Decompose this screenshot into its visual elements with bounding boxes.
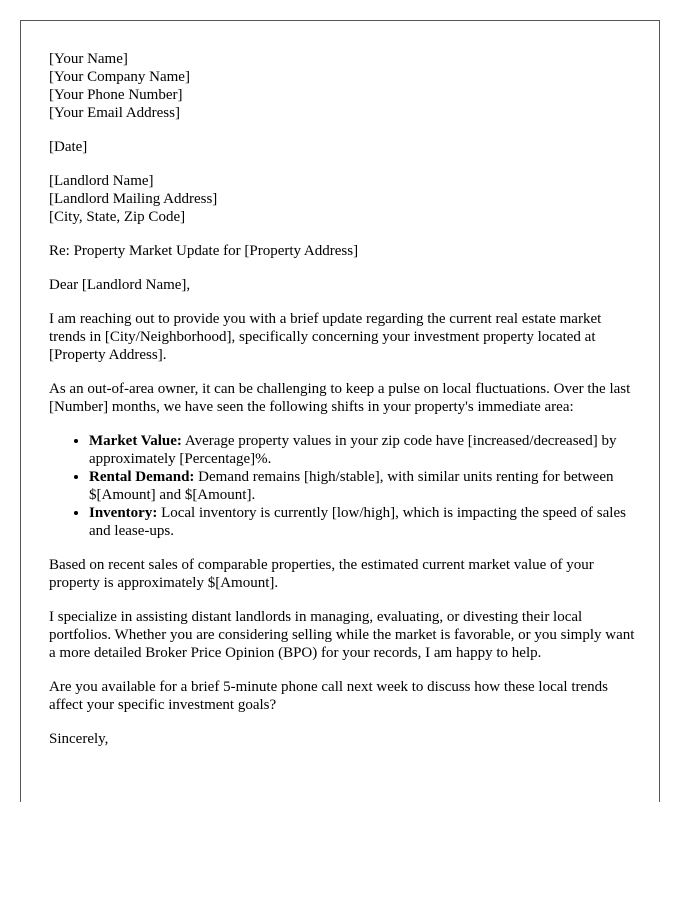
sender-block bbox=[49, 50, 639, 122]
market-shifts-list bbox=[49, 432, 639, 540]
letter-date: [Date] bbox=[49, 139, 88, 155]
services-paragraph: I specialize in assisting distant landlords in managing, evaluating, or divesting their local portfolios. Whether you are considering selling while the market is favorable, or you simply want a more detailed Broker Price Opinion (BPO) for your records, I am happy to help. bbox=[49, 609, 635, 661]
call-to-action-paragraph: Are you available for a brief 5-minute phone call next week to discuss how these local trends affect your specific investment goals? bbox=[49, 679, 608, 713]
subject-line: Re: Property Market Update for [Property Address] bbox=[49, 243, 359, 259]
recipient-name: [Landlord Name] bbox=[49, 173, 154, 189]
valuation-paragraph: Based on recent sales of comparable properties, the estimated current market value of your property is approximately $[Amount]. bbox=[49, 557, 594, 591]
sender-phone: [Your Phone Number] bbox=[49, 87, 183, 103]
list-item bbox=[89, 504, 639, 540]
recipient-block bbox=[49, 172, 639, 226]
bullet-label: Rental Demand: bbox=[89, 469, 195, 485]
letter-body bbox=[49, 50, 639, 764]
intro-paragraph: I am reaching out to provide you with a brief update regarding the current real estate market trends in [City/Neighborhood], specifically concerning your investment property located at [Property Address]. bbox=[49, 311, 602, 363]
bullet-label: Market Value: bbox=[89, 433, 182, 449]
sender-email: [Your Email Address] bbox=[49, 105, 180, 121]
bullet-text: Local inventory is currently [low/high], which is impacting the speed of sales and lease-ups. bbox=[89, 505, 626, 539]
recipient-address: [Landlord Mailing Address] bbox=[49, 191, 218, 207]
sender-company: [Your Company Name] bbox=[49, 69, 190, 85]
sender-name: [Your Name] bbox=[49, 51, 128, 67]
list-item bbox=[89, 468, 639, 504]
bullet-label: Inventory: bbox=[89, 505, 158, 521]
bullet-text: Demand remains [high/stable], with similar units renting for between $[Amount] and $[Amount]. bbox=[89, 469, 614, 503]
list-item bbox=[89, 432, 639, 468]
closing: Sincerely, bbox=[49, 731, 109, 747]
recipient-city: [City, State, Zip Code] bbox=[49, 209, 186, 225]
letter-page bbox=[20, 20, 660, 802]
bullet-text: Average property values in your zip code have [increased/decreased] by approximately [Percentage]%. bbox=[89, 433, 617, 467]
salutation: Dear [Landlord Name], bbox=[49, 277, 191, 293]
context-paragraph: As an out-of-area owner, it can be challenging to keep a pulse on local fluctuations. Over the last [Number] months, we have seen the following shifts in your property's immediate area: bbox=[49, 381, 631, 415]
